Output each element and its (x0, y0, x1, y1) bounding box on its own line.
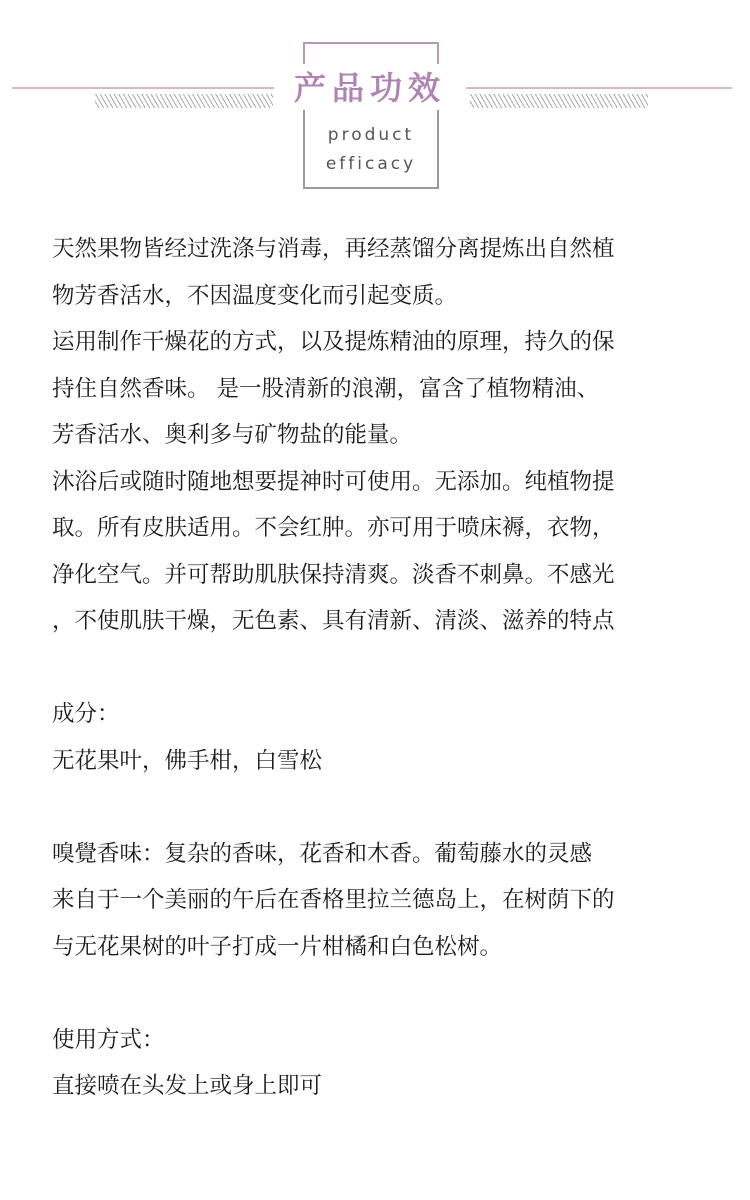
ingredients-label: 成分： (52, 701, 120, 727)
efficacy-line: 物芳香活水，不因温度变化而引起变质。 (52, 282, 458, 309)
efficacy-line: 取。所有皮肤适用。不会红肿。亦可用于喷床褥，衣物， (52, 515, 615, 541)
efficacy-line: 芳香活水、奥利多与矿物盐的能量。 (52, 422, 413, 448)
usage-value: 直接喷在头发上或身上即可 (52, 1073, 323, 1099)
product-description (52, 226, 708, 1110)
scent-line: 来自于一个美丽的午后在香格里拉兰德岛上，在树荫下的 (52, 887, 615, 913)
efficacy-line: 持住自然香味。 是一股清新的浪潮，富含了植物精油、 (52, 375, 600, 402)
ingredients-value: 无花果叶，佛手柑，白雪松 (52, 747, 323, 774)
section-title-en-line1: product (327, 125, 415, 145)
header-hatch-left (95, 94, 273, 108)
efficacy-line: 天然果物皆经过洗涤与消毒，再经蒸馏分离提炼出自然植 (52, 236, 615, 262)
header-divider-right (466, 87, 732, 89)
usage-label: 使用方式： (52, 1026, 165, 1053)
header-divider-left (12, 87, 274, 89)
section-title-en-line2: efficacy (325, 154, 417, 174)
efficacy-line: 运用制作干燥花的方式，以及提炼精油的原理，持久的保 (52, 329, 615, 355)
efficacy-line: 净化空气。并可帮助肌肤保持清爽。淡香不刺鼻。不感光 (52, 561, 615, 588)
section-header (0, 0, 750, 200)
scent-line: 与无花果树的叶子打成一片柑橘和白色松树。 (52, 933, 503, 960)
section-title-cn: 产品功效 (293, 69, 446, 107)
header-frame-bottom (303, 110, 439, 189)
efficacy-line: 沐浴后或随时随地想要提神时可使用。无添加。纯植物提 (52, 468, 615, 495)
paragraph-spacer (52, 970, 708, 1017)
header-frame-top (303, 42, 439, 64)
efficacy-line: ，不使肌肤干燥，无色素、具有清新、清淡、滋养的特点 (52, 608, 615, 634)
paragraph-spacer (52, 645, 708, 692)
header-hatch-right (470, 94, 648, 108)
paragraph-spacer (52, 784, 708, 831)
scent-line: 嗅覺香味：复杂的香味，花香和木香。葡萄藤水的灵感 (52, 840, 593, 867)
